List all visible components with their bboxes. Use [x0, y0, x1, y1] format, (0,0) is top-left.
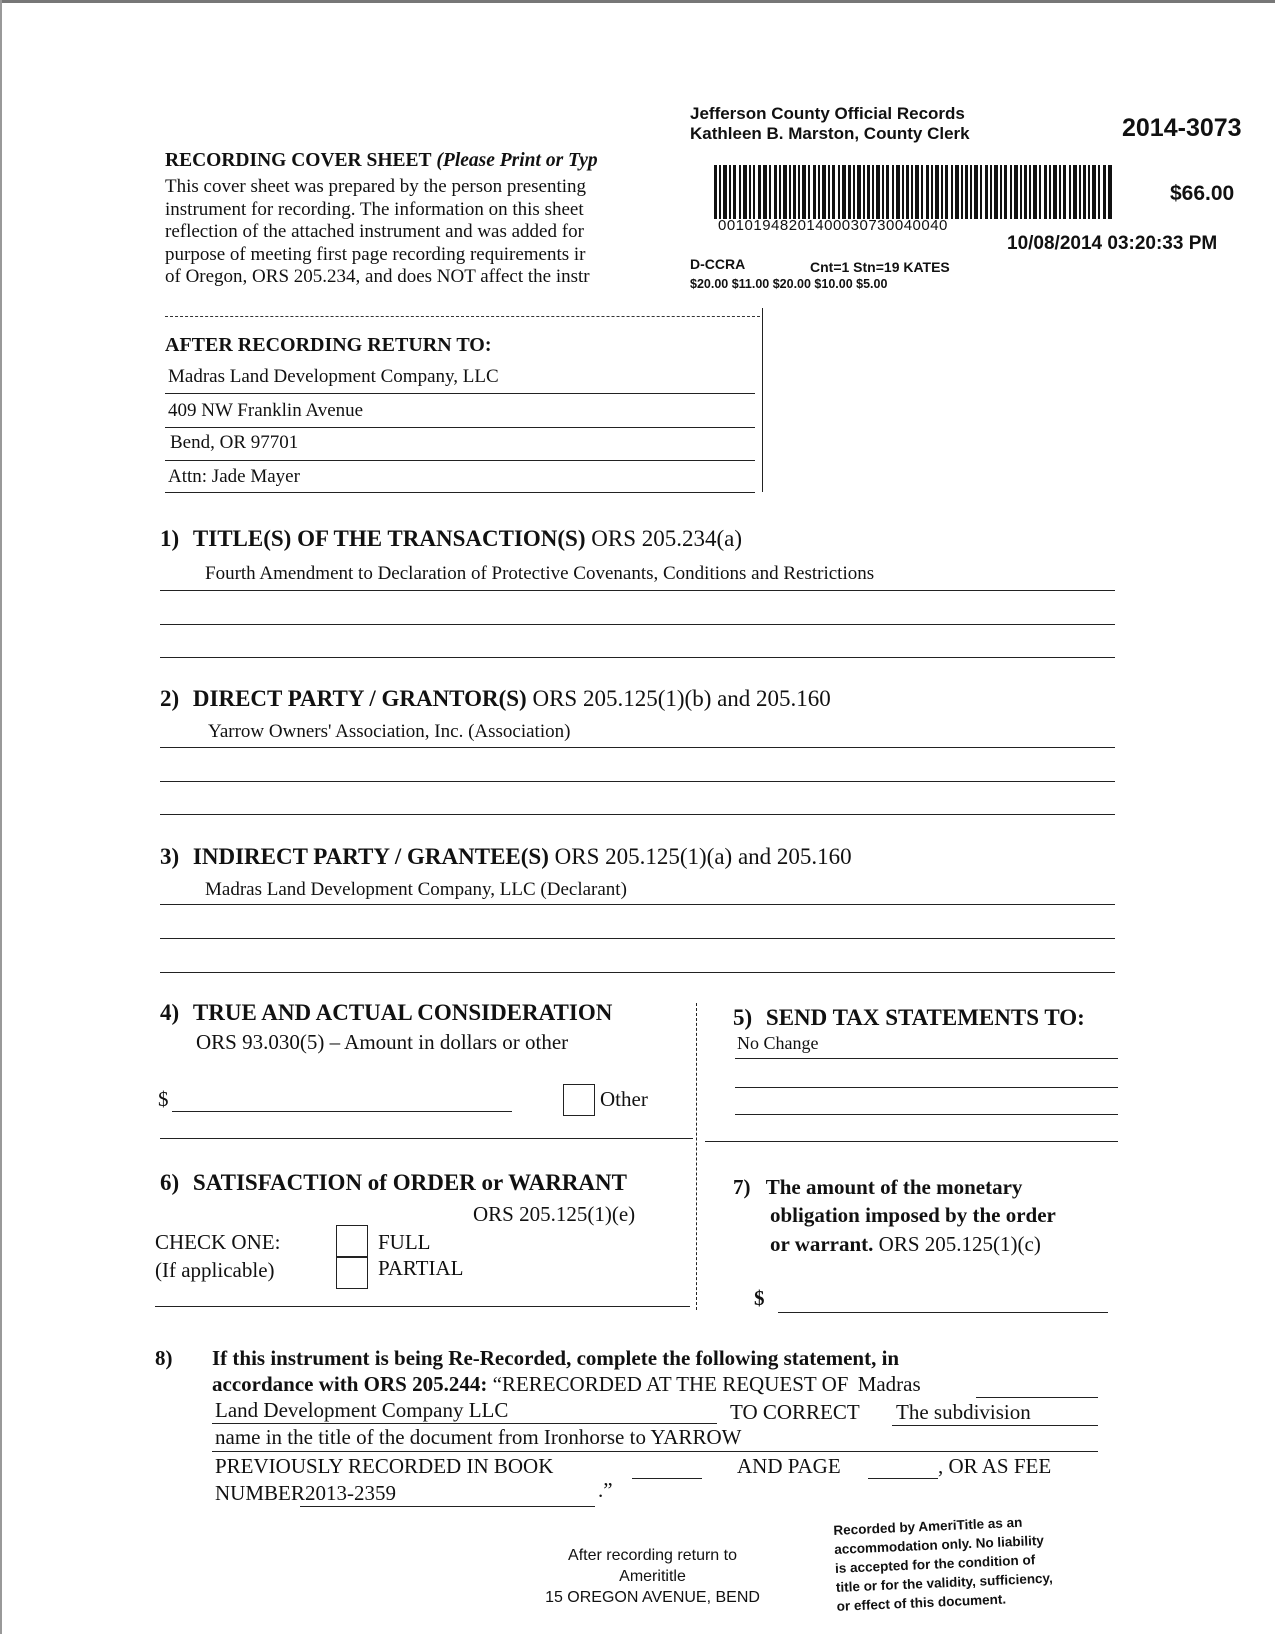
cover-description [165, 176, 673, 289]
field-rule [212, 1451, 1098, 1452]
disclaimer-line: accommodation only. No liability [833, 1532, 1045, 1557]
stamp-line: After recording return to [568, 1547, 737, 1564]
field-rule [160, 624, 1115, 625]
return-to-heading: AFTER RECORDING RETURN TO: [165, 334, 492, 356]
section-7-or-warrant: or warrant. [770, 1232, 874, 1256]
return-to-line: Madras Land Development Company, LLC [168, 366, 499, 387]
disclaimer-line: or effect of this document. [836, 1591, 1007, 1614]
requester-value: Madras [857, 1372, 921, 1396]
full-label: FULL [378, 1230, 431, 1254]
section-8-request: “RERECORDED AT THE REQUEST OF [487, 1372, 849, 1396]
field-rule [735, 1087, 1118, 1088]
section-number: 1) [160, 526, 180, 551]
return-to-rule [165, 393, 755, 394]
barcode-number: 00101948201400030730040040 [718, 217, 948, 234]
cover-line: reflection of the attached instrument and was added for [165, 221, 584, 242]
field-rule [735, 1058, 1118, 1059]
correction-value-cont: name in the title of the document from Ironhorse to YARROW [215, 1425, 742, 1449]
section-7-heading [733, 1175, 1022, 1200]
disclaimer-line: Recorded by AmeriTitle as an [833, 1514, 1023, 1538]
return-block-right-rule [762, 308, 763, 492]
section-title: The amount of the monetary [765, 1175, 1023, 1199]
field-rule [160, 657, 1115, 658]
section-4-heading [160, 1000, 612, 1026]
return-to-line: Attn: Jade Mayer [168, 466, 300, 487]
field-rule [155, 1306, 690, 1307]
partial-checkbox[interactable] [336, 1257, 368, 1289]
page-field[interactable] [868, 1478, 938, 1479]
section-4-ref: ORS 93.030(5) – Amount in dollars or other [196, 1030, 569, 1054]
cover-line: of Oregon, ORS 205.234, and does NOT affect the instr [165, 266, 590, 287]
recorder-clerk: Kathleen B. Marston, County Clerk [690, 124, 970, 143]
field-rule [160, 590, 1115, 591]
stamp-line: Amerititle [619, 1568, 686, 1585]
other-label: Other [600, 1087, 648, 1111]
page-left-edge [0, 0, 2, 1634]
section-8-line2 [212, 1372, 921, 1397]
recording-datetime: 10/08/2014 03:20:33 PM [1007, 233, 1218, 254]
section-7-ref: ORS 205.125(1)(c) [878, 1232, 1041, 1256]
recording-count: Cnt=1 Stn=19 KATES [810, 259, 950, 275]
section-7-line3 [770, 1232, 1041, 1257]
section-number: 5) [733, 1005, 753, 1030]
book-field[interactable] [632, 1478, 702, 1479]
grantee-value: Madras Land Development Company, LLC (Declarant) [205, 879, 627, 900]
disclaimer-line: title or for the validity, sufficiency, [835, 1570, 1054, 1595]
fee-number-value: 2013-2359 [305, 1481, 396, 1505]
cover-title: RECORDING COVER SHEET [165, 150, 432, 171]
field-rule [160, 972, 1115, 973]
fee-breakdown: $20.00 $11.00 $20.00 $10.00 $5.00 [690, 277, 888, 291]
consideration-amount-field[interactable] [172, 1111, 512, 1112]
section-1-heading [160, 526, 742, 552]
section-ref: ORS 205.125(1)(b) and 205.160 [532, 686, 831, 711]
section-number: 6) [160, 1170, 180, 1195]
monetary-dollar-sign: $ [754, 1286, 765, 1310]
section-title: TRUE AND ACTUAL CONSIDERATION [192, 1000, 613, 1025]
return-to-rule [165, 460, 755, 461]
dashed-separator [165, 316, 760, 317]
section-title: SEND TAX STATEMENTS TO: [765, 1005, 1085, 1030]
section-title: SATISFACTION of ORDER or WARRANT [192, 1170, 627, 1195]
section-7-line2: obligation imposed by the order [770, 1203, 1056, 1227]
section-6-heading [160, 1170, 627, 1196]
cover-line: purpose of meeting first page recording requirements ir [165, 243, 586, 265]
fee-number-field[interactable] [300, 1506, 595, 1507]
cover-title-line [165, 150, 598, 172]
return-to-line: Bend, OR 97701 [170, 432, 299, 453]
correction-value: The subdivision [896, 1400, 1031, 1424]
section-6-ref: ORS 205.125(1)(e) [473, 1202, 636, 1226]
if-applicable-label: (If applicable) [155, 1258, 275, 1282]
recording-fee: $66.00 [1170, 182, 1235, 205]
cover-title-note: (Please Print or Typ [436, 150, 598, 171]
section-title: INDIRECT PARTY / GRANTEE(S) [192, 844, 549, 869]
document-number: 2014-3073 [1122, 114, 1242, 142]
field-rule [160, 1138, 693, 1139]
other-checkbox[interactable] [563, 1084, 595, 1116]
recorder-office: Jefferson County Official Records [690, 104, 965, 123]
to-correct-label: TO CORRECT [730, 1400, 860, 1424]
cover-line: instrument for recording. The information on this sheet [165, 198, 584, 220]
stamp-line: 15 OREGON AVENUE, BEND [545, 1589, 760, 1606]
requester-value-cont: Land Development Company LLC [215, 1398, 509, 1422]
field-rule [705, 1141, 1118, 1142]
section-number: 2) [160, 686, 180, 711]
column-divider [696, 1003, 697, 1310]
field-rule [976, 1397, 1098, 1398]
partial-label: PARTIAL [378, 1256, 464, 1280]
cover-line: This cover sheet was prepared by the person presenting [165, 176, 587, 197]
barcode-image [714, 165, 1114, 219]
check-one-label: CHECK ONE: [155, 1230, 281, 1254]
section-title: DIRECT PARTY / GRANTOR(S) [192, 686, 527, 711]
full-checkbox[interactable] [336, 1225, 368, 1257]
section-8-ref: accordance with ORS 205.244: [212, 1372, 488, 1396]
return-to-rule [165, 492, 755, 493]
return-to-line: 409 NW Franklin Avenue [168, 400, 364, 421]
amerititle-disclaimer [833, 1512, 1054, 1616]
field-rule [160, 781, 1115, 782]
recording-code: D-CCRA [690, 256, 746, 272]
disclaimer-line: is accepted for the condition of [834, 1552, 1036, 1576]
transaction-title-value: Fourth Amendment to Declaration of Protective Covenants, Conditions and Restrictions [205, 563, 875, 584]
field-rule [160, 747, 1115, 748]
monetary-amount-field[interactable] [778, 1312, 1108, 1313]
section-ref: ORS 205.234(a) [591, 526, 743, 551]
return-to-rule [165, 427, 755, 428]
section-8-line1: If this instrument is being Re-Recorded, complete the following statement, in [212, 1346, 900, 1370]
section-number: 3) [160, 844, 180, 869]
amerititle-return-stamp [540, 1545, 765, 1608]
and-page-label: AND PAGE [737, 1454, 841, 1478]
previously-recorded-label: PREVIOUSLY RECORDED IN BOOK [215, 1454, 554, 1478]
section-number: 7) [733, 1175, 751, 1199]
field-rule [160, 904, 1115, 905]
section-ref: ORS 205.125(1)(a) and 205.160 [554, 844, 852, 869]
page-top-edge [0, 0, 1275, 3]
or-as-fee-label: , OR AS FEE [938, 1454, 1052, 1478]
section-3-heading [160, 844, 852, 870]
consideration-dollar-sign: $ [158, 1087, 169, 1111]
section-number: 4) [160, 1000, 180, 1025]
recorder-stamp [690, 104, 970, 144]
field-rule [160, 938, 1115, 939]
field-rule [160, 814, 1115, 815]
field-rule [892, 1425, 1098, 1426]
tax-statements-value: No Change [737, 1033, 819, 1053]
closing-quote: .” [598, 1478, 613, 1502]
field-rule [212, 1423, 717, 1424]
field-rule [735, 1114, 1118, 1115]
number-label: NUMBER [215, 1481, 305, 1505]
section-title: TITLE(S) OF THE TRANSACTION(S) [192, 526, 586, 551]
section-2-heading [160, 686, 831, 712]
section-8-number: 8) [155, 1346, 173, 1370]
grantor-value: Yarrow Owners' Association, Inc. (Association) [208, 721, 571, 742]
section-5-heading [733, 1005, 1085, 1031]
